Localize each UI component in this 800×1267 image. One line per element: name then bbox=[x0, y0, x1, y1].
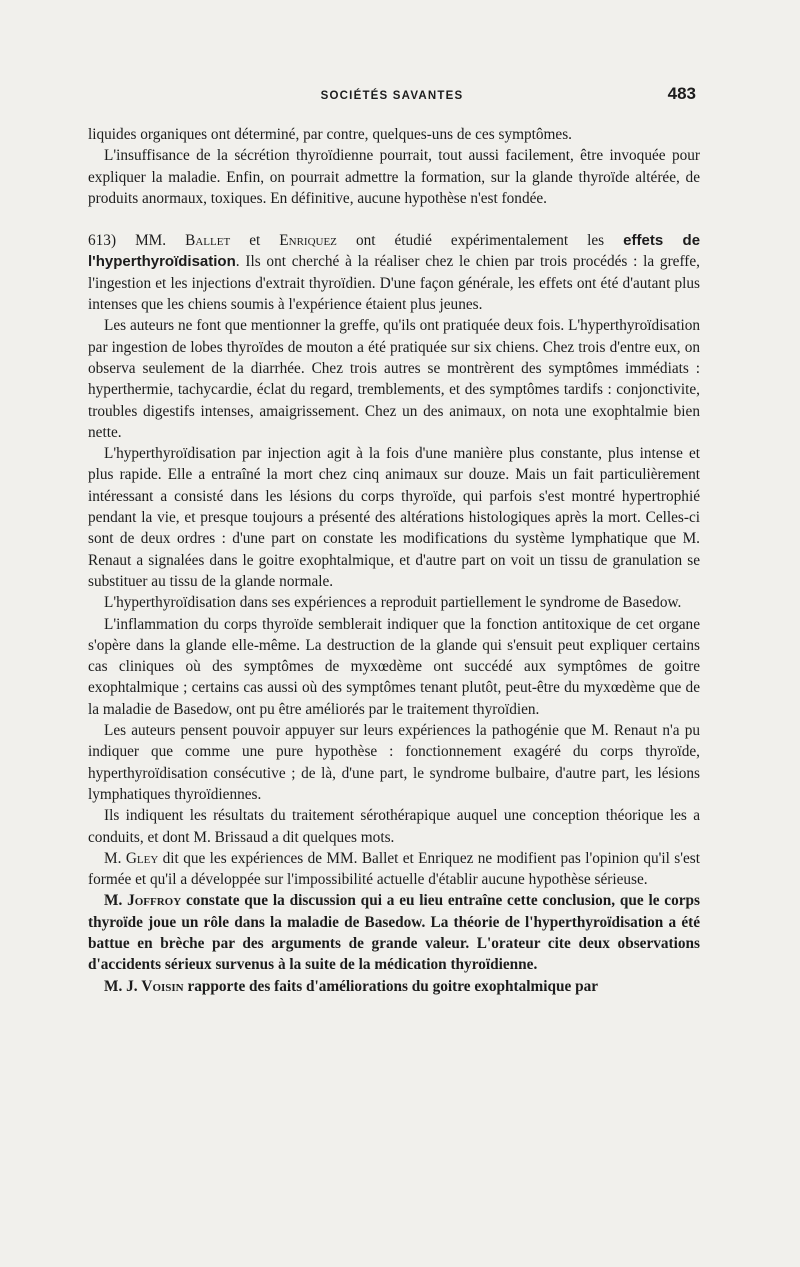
page-header bbox=[88, 84, 696, 108]
paragraph-10-text: dit que les expériences de MM. Ballet et Enriquez ne modifient pas l'opinion qu'il s'est formée et qu'il a développée sur l'impossibilité actuelle d'établir aucune hypothèse sérieuse. bbox=[88, 849, 701, 889]
paragraph-6: L'hyperthyroïdisation dans ses expériences a reproduit partiellement le syndrome de Basedow. bbox=[104, 594, 682, 612]
paragraph-7: L'inflammation du corps thyroïde semblerait indiquer que la fonction antitoxique de cet organe s'opère dans la glande elle-même. La destruction de la glande qui s'ensuit peut expliquer certains cas cliniques où des symptômes de myxœdème ont succédé aux symptômes de goitre exophtalmique ; certains cas aussi où des symptômes tenant plutôt, peut-être du myxœdème que de la maladie de Basedow, ont pu être améliorés par le traitement thyroïdien. bbox=[88, 615, 700, 718]
paragraph-2: L'insuffisance de la sécrétion thyroïdienne pourrait, tout aussi facilement, être invoquée pour expliquer la maladie. Enfin, on pourrait admettre la formation, sur la glande thyroïde altérée, de produits anormaux, toxiques. En définitive, aucune hypothèse n'est fondée. bbox=[88, 147, 700, 207]
paragraph-10 bbox=[88, 848, 700, 891]
paragraph-5: L'hyperthyroïdisation par injection agit à la fois d'une manière plus constante, plus intense et plus rapide. Elle a entraîné la mort chez cinq animaux sur douze. Mais un fait particulièrement intéressant a consisté dans les lésions du corps thyroïde, qui parfois s'est montré hypertrophié pendant la vie, et presque toujours a présenté des altérations histologiques après la mort. Celles-ci sont de deux ordres : d'une part on constate les modifications du système lymphatique que M. Renaut a signalées dans le goitre exophtalmique, et d'autre part on voit un tissu de granulation se substituer au tissu de la glande normale. bbox=[88, 445, 700, 590]
mm-prefix: MM. bbox=[135, 232, 167, 250]
mj-prefix: M. J. bbox=[104, 977, 138, 995]
paragraph-9: Ils indiquent les résultats du traitement sérothérapique auquel une conception théorique les a conduits, et dont M. Brissaud a dit quelques mots. bbox=[88, 807, 700, 846]
entry-title: effets de l'hyperthyroïdisation bbox=[88, 232, 701, 271]
author-ballet: Ballet bbox=[185, 232, 231, 250]
author-joffroy: Joffroy bbox=[127, 892, 182, 910]
paragraph-11-text: constate que la discussion qui a eu lieu entraîne cette conclusion, que le corps thyroïde joue un rôle dans la maladie de Basedow. La théorie de l'hyperthyroïdisation a été battue en brèche par des arguments de grande valeur. L'orateur cite deux observations d'accidents sérieux survenus à la suite de la médication thyroïdienne. bbox=[88, 892, 700, 974]
body-text bbox=[88, 124, 700, 997]
author-enriquez: Enriquez bbox=[279, 232, 337, 250]
author-gley: Gley bbox=[125, 849, 159, 867]
entry-number: 613) bbox=[88, 232, 117, 250]
m-prefix: M. bbox=[104, 849, 122, 867]
paragraph-11 bbox=[88, 890, 700, 975]
paragraph-12-text: rapporte des faits d'améliorations du goitre exophtalmique par bbox=[187, 977, 599, 995]
page-number: 483 bbox=[667, 84, 696, 103]
running-head: SOCIÉTÉS SAVANTES bbox=[320, 90, 464, 102]
conjunction-et: et bbox=[249, 232, 261, 250]
m-prefix: M. bbox=[104, 892, 123, 910]
entry-rest: . Ils ont cherché à la réaliser chez le chien par trois procédés : la greffe, l'ingestion et les injections d'extrait thyroïdien. D'une façon générale, les effets ont été d'autant plus intenses que les chiens soumis à l'expérience étaient plus jeunes. bbox=[88, 253, 700, 314]
paragraph-12 bbox=[88, 976, 700, 997]
paragraph-4: Les auteurs ne font que mentionner la greffe, qu'ils ont pratiquée deux fois. L'hyperthyroïdisation par ingestion de lobes thyroïdes de mouton a été pratiquée sur six chiens. Chez trois d'entre eux, on observa seulement de la diarrhée. Chez trois autres se montrèrent des symptômes immédiats : hyperthermie, tachycardie, éclat du regard, tremblements, et des symptômes tardifs : conjonctivite, troubles digestifs intenses, amaigrissement. Chez un des animaux, on nota une exophtalmie bien nette. bbox=[88, 317, 700, 441]
paragraph-1: liquides organiques ont déterminé, par contre, quelques-uns de ces symptômes. bbox=[88, 126, 573, 143]
entry-lead: ont étudié expérimentalement les bbox=[355, 232, 605, 250]
paragraph-8: Les auteurs pensent pouvoir appuyer sur leurs expériences la pathogénie que M. Renaut n'a pu indiquer que comme une pure hypothèse : fonctionnement exagéré du corps thyroïde, hyperthyroïdisation consécutive ; de là, d'une part, le syndrome bulbaire, d'autre part, les lésions lymphatiques thyroïdiennes. bbox=[88, 722, 700, 803]
paragraph-3 bbox=[88, 230, 700, 315]
author-voisin: Voisin bbox=[141, 977, 184, 995]
